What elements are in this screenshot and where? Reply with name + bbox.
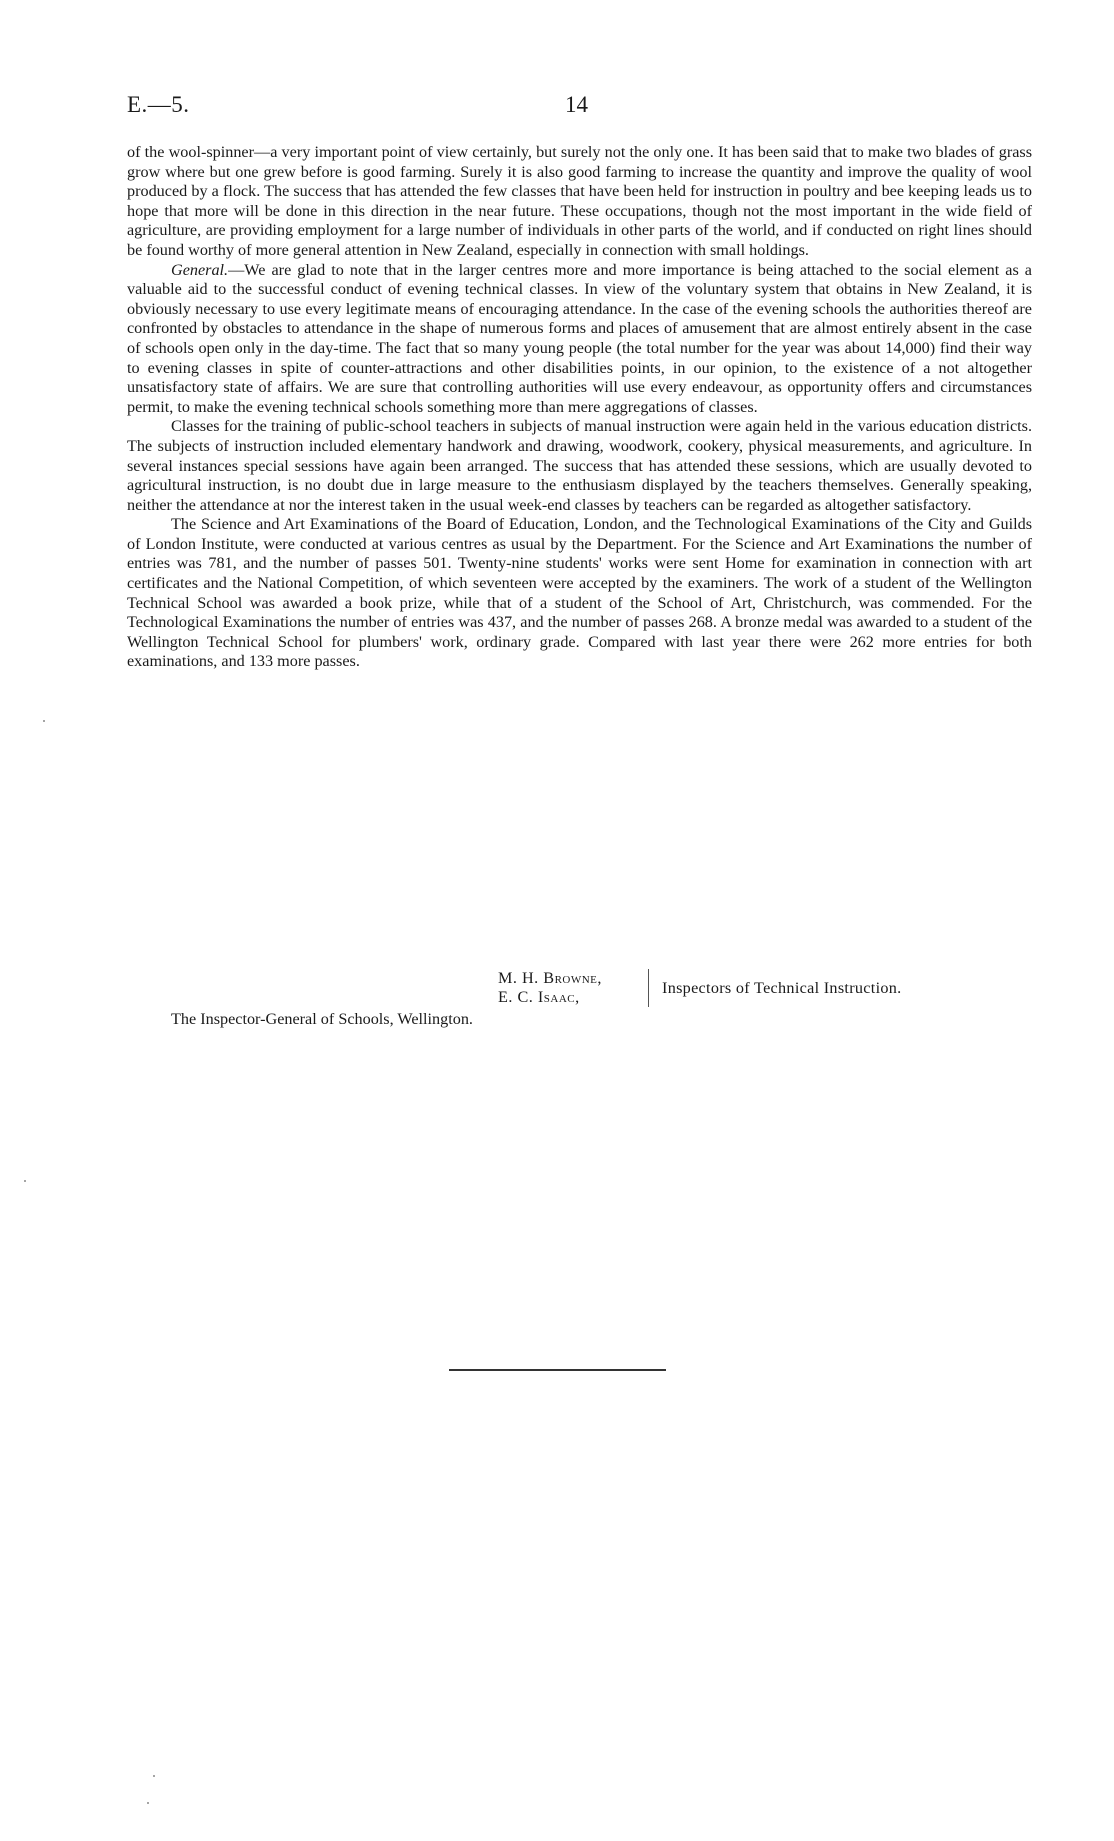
paragraph-lead-in: General. <box>171 260 229 279</box>
addressee: The Inspector-General of Schools, Wellington. <box>171 1010 473 1028</box>
document-reference: E.—5. <box>127 92 190 117</box>
signatory-isaac: E. C. Isaac, <box>498 988 580 1006</box>
scan-speck <box>43 720 45 722</box>
signatories <box>498 969 602 1007</box>
report-body <box>127 143 1032 672</box>
paragraph-text: of the wool-spinner—a very important point of view certainly, but surely not the only one. It has been said that to make two blades of grass grow where but one grew before is good farming. Surely it is also good farming to increase the quantity and improve the quality of wool produced by a flock. The success that has attended the few classes that have been held for instruction in poultry and bee keeping leads us to hope that more will be done in this direction in the near future. These occupations, though not the most important in the wide field of agriculture, are providing employment for a large number of individuals in other parts of the world, and if conducted on right lines should be found worthy of more general attention in New Zealand, especially in connection with small holdings. <box>127 143 1032 259</box>
paragraph-wool-and-farming <box>127 143 1032 261</box>
paragraph-teacher-training <box>127 417 1032 515</box>
scan-speck <box>24 1180 26 1182</box>
paragraph-examinations <box>127 515 1032 672</box>
scan-speck <box>153 1775 155 1777</box>
end-rule-divider <box>449 1369 666 1371</box>
signature-block <box>498 969 1018 1011</box>
signature-brace <box>648 969 655 1007</box>
signatory-title: Inspectors of Technical Instruction. <box>662 979 902 997</box>
paragraph-general <box>127 261 1032 418</box>
paragraph-text: The Science and Art Examinations of the Board of Education, London, and the Technological Examinations of the City and Guilds of London Institute, were conducted at various centres as usual by the Department. For the Science and Art Examinations the number of entries was 781, and the number of passes 501. Twenty-nine students' works were sent Home for examination in connection with art certificates and the National Competition, of which seventeen were accepted by the examiners. The work of a student of the Wellington Technical School was awarded a book prize, while that of a student of the School of Art, Christchurch, was commended. For the Technological Examinations the number of entries was 437, and the number of passes 268. A bronze medal was awarded to a student of the Wellington Technical School for plumbers' work, ordinary grade. Compared with last year there were 262 more entries for both examinations, and 133 more passes. <box>127 515 1032 671</box>
paragraph-text: Classes for the training of public-school teachers in subjects of manual instruction were again held in the various education districts. The subjects of instruction included elementary handwork and drawing, woodwork, cookery, physical measurements, and agriculture. In several instances special sessions have again been arranged. The success that has attended these sessions, which are usually devoted to agricultural instruction, is no doubt due in large measure to the enthusiasm displayed by the teachers themselves. Generally speaking, neither the attendance at nor the interest taken in the usual week-end classes by teachers can be regarded as altogether satisfactory. <box>127 417 1032 514</box>
paragraph-text: —We are glad to note that in the larger centres more and more importance is being attached to the social element as a valuable aid to the successful conduct of evening technical classes. In view of the voluntary system that obtains in New Zealand, it is obviously necessary to use every legitimate means of encouraging attendance. In the case of the evening schools the authorities thereof are confronted by obstacles to attendance in the shape of numerous forms and places of amusement that are almost entirely absent in the case of schools open only in the day-time. The fact that so many young people (the total number for the year was about 14,000) find their way to evening classes in spite of counter-attractions and other disabilities points, in our opinion, to the existence of a not altogether unsatisfactory state of affairs. We are sure that controlling authorities will use every endeavour, as opportunity offers and circumstances permit, to make the evening technical schools something more than mere aggregations of classes. <box>127 260 1032 416</box>
page-header <box>127 92 1032 132</box>
signatory-browne: M. H. Browne, <box>498 969 602 987</box>
page-number: 14 <box>565 92 588 117</box>
scan-speck <box>147 1802 149 1804</box>
